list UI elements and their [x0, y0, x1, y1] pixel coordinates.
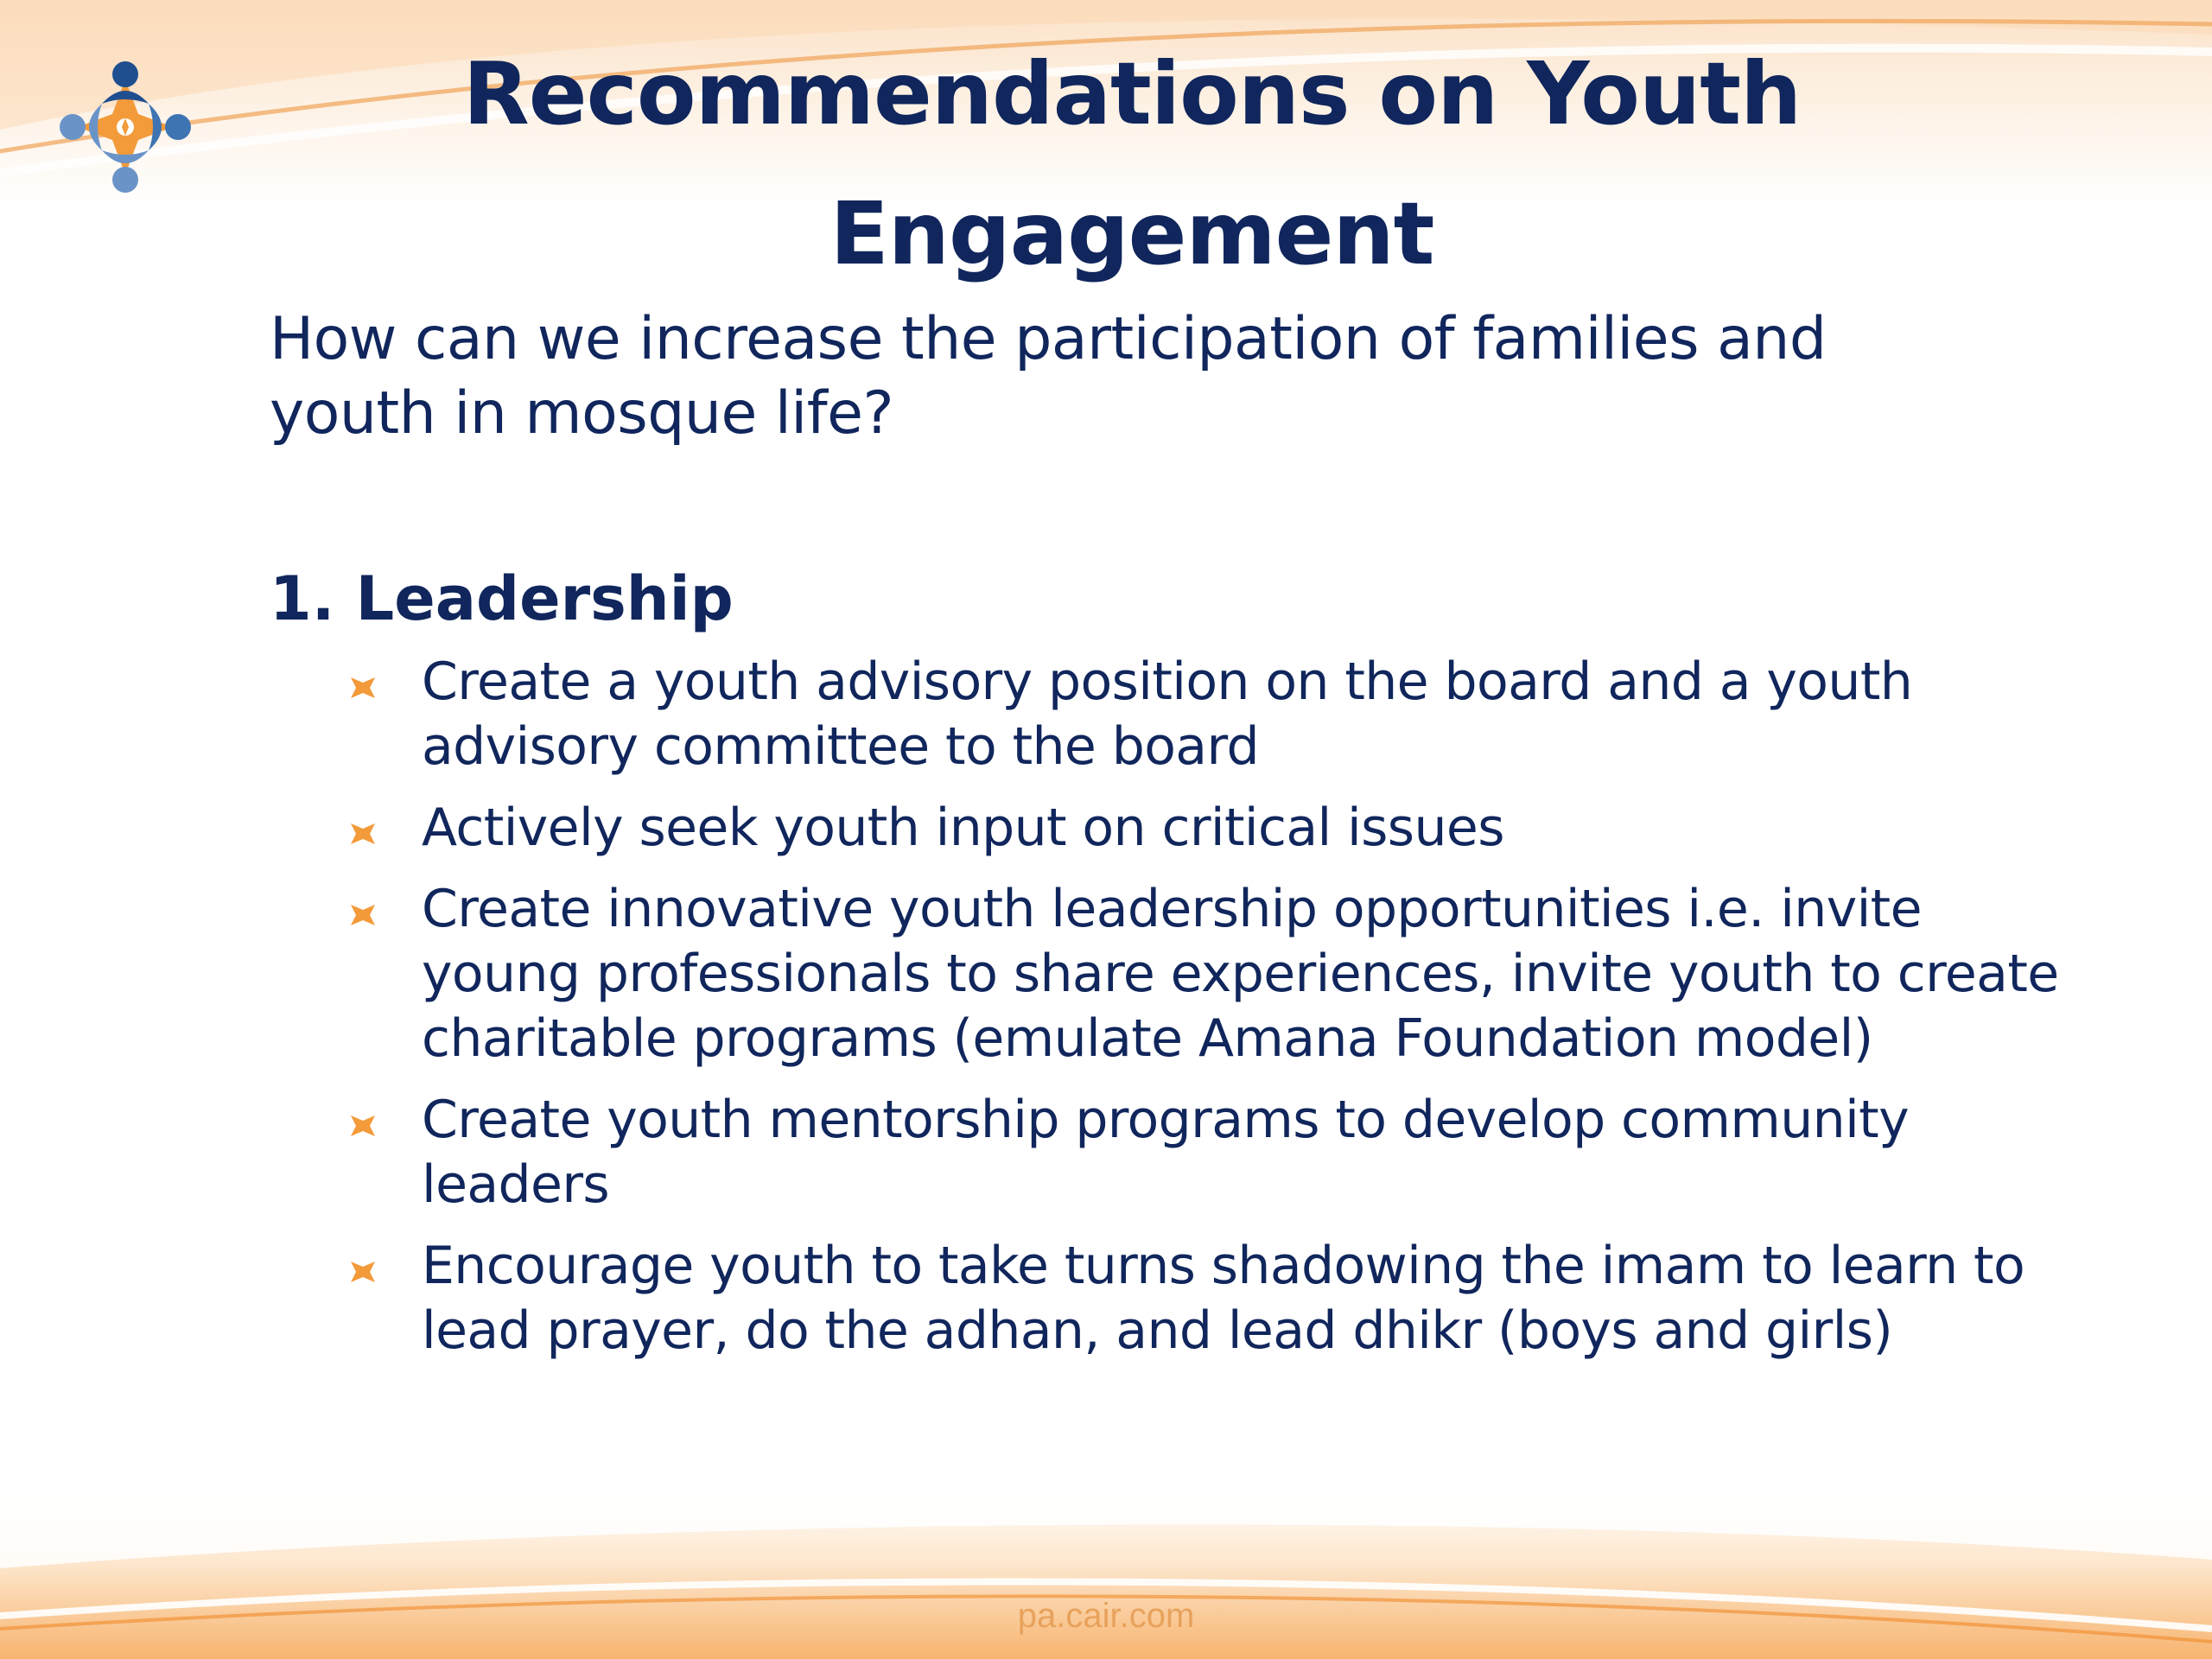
- bullet-text: Create innovative youth leadership opportunities i.e. invite young professionals to share experiences, invite youth to create charitable programs (emulate Amana Foundation model): [422, 879, 2059, 1069]
- section-heading-leadership: 1. Leadership: [270, 563, 734, 634]
- bullet-text: Actively seek youth input on critical issues: [422, 798, 1504, 858]
- list-item: [346, 796, 2091, 861]
- list-item: [346, 877, 2091, 1071]
- bullet-text: Create youth mentorship programs to develop community leaders: [422, 1090, 1909, 1215]
- slide-title: Recommendations on Youth Engagement: [462, 43, 1802, 284]
- footer-url-link[interactable]: pa.cair.com: [1017, 1597, 1195, 1635]
- list-item: [346, 1234, 2091, 1363]
- orange-star-bullet-icon: [349, 1258, 377, 1286]
- orange-star-bullet-icon: [349, 674, 377, 702]
- list-item: [346, 1088, 2091, 1217]
- bullet-list: [346, 650, 2091, 1380]
- slide-question: How can we increase the participation of families and youth in mosque life?: [270, 305, 1827, 448]
- organization-logo-icon: [52, 54, 199, 200]
- orange-star-bullet-icon: [349, 820, 377, 848]
- list-item: [346, 650, 2091, 779]
- bullet-text: Encourage youth to take turns shadowing the imam to learn to lead prayer, do the adhan, and lead dhikr (boys and girls): [422, 1236, 2025, 1361]
- orange-star-bullet-icon: [349, 1112, 377, 1140]
- orange-star-bullet-icon: [349, 901, 377, 929]
- bullet-text: Create a youth advisory position on the board and a youth advisory committee to the board: [422, 652, 1913, 777]
